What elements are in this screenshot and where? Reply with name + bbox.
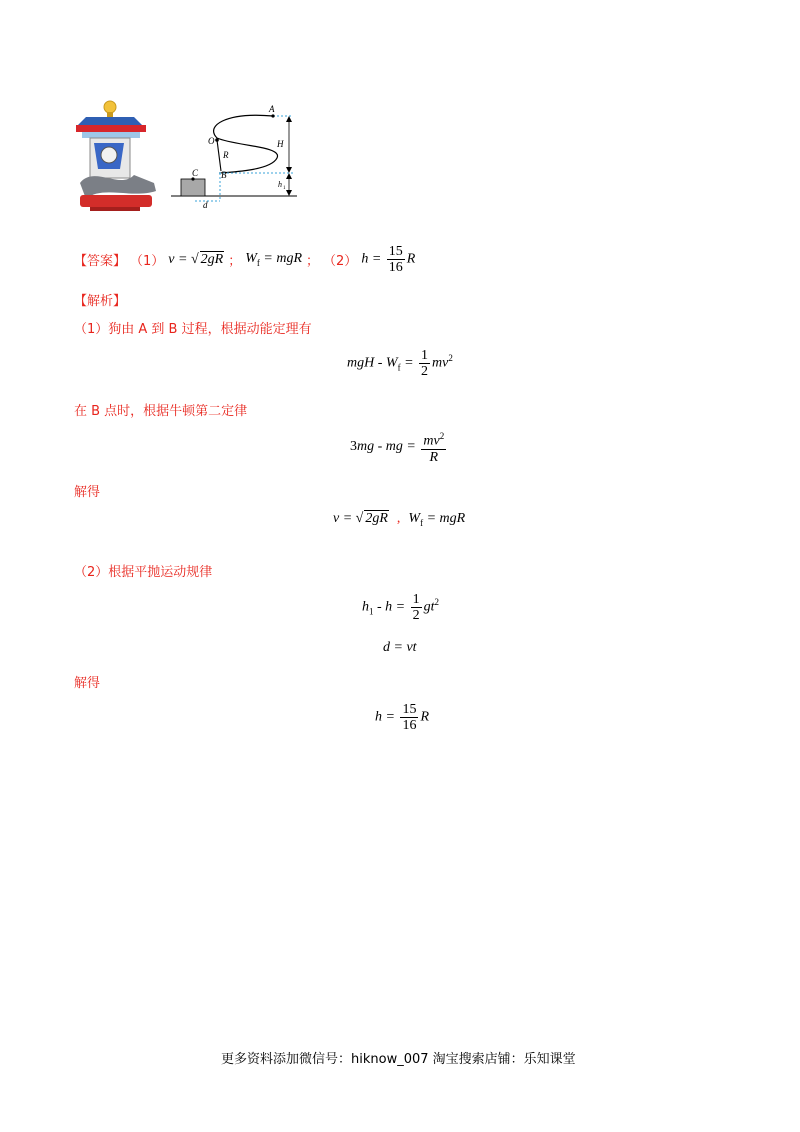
answer-part2-tag: （2） xyxy=(323,254,358,269)
analysis-bracket: 【解析】 xyxy=(74,294,127,309)
label-r: R xyxy=(223,150,229,160)
analysis-solve2: 解得 xyxy=(74,676,101,691)
toy-photo xyxy=(72,95,158,213)
answer-sep1: ； xyxy=(228,254,242,269)
label-h1: h xyxy=(278,180,282,189)
answer-v-eq: v = √ 2gR xyxy=(168,252,224,267)
answer-line xyxy=(74,244,415,275)
equation-distance: d = vt xyxy=(383,640,417,655)
label-h: H xyxy=(277,139,284,149)
equation-newton: 3mg - mg = $\frac{mv^2}{R}$ xyxy=(350,431,445,465)
equation-result2: h = $\frac{15}{16}$ R xyxy=(375,702,430,733)
track-diagram xyxy=(165,100,305,210)
answer-wf-eq: $W_f$ = mgR xyxy=(245,251,303,268)
label-d: d xyxy=(203,200,208,210)
answer-bracket: 【答案】 xyxy=(74,254,127,269)
analysis-step1: （1）狗由 A 到 B 过程，根据动能定理有 xyxy=(74,322,312,337)
label-b: B xyxy=(221,170,227,180)
analysis-step2: 在 B 点时，根据牛顿第二定律 xyxy=(74,404,248,419)
analysis-step3: （2）根据平抛运动规律 xyxy=(74,565,213,580)
label-h1-sub: 1 xyxy=(283,186,286,191)
label-c: C xyxy=(192,168,199,178)
equation-energy: mgH - $W_f$ = $\frac{1}{2}$ $mv^2$ xyxy=(347,348,453,379)
label-a: A xyxy=(269,104,275,114)
answer-part1-tag: （1） xyxy=(130,254,165,269)
equation-projectile: $h_1$ - h = $\frac{1}{2}$ $gt^2$ xyxy=(362,592,440,623)
equation-result1: v = √ 2gR , $W_f$ = mgR xyxy=(333,511,466,528)
answer-sep2: ； xyxy=(306,254,320,269)
answer-h-eq: h = $\frac{15}{16}$ R xyxy=(361,244,416,275)
label-o: O xyxy=(208,136,215,146)
analysis-solve1: 解得 xyxy=(74,485,101,500)
footer-contact: 更多资料添加微信号：hiknow_007 淘宝搜索店铺：乐知课堂 xyxy=(221,1052,576,1067)
